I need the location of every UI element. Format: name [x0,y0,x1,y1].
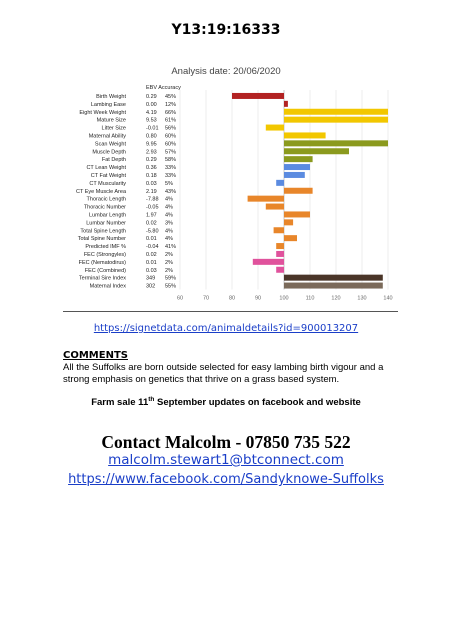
trait-label: Terminal Sire Index [78,275,126,282]
accuracy-value: 57% [165,149,177,156]
accuracy-header: EBV Accuracy [146,85,181,91]
bar [284,156,313,162]
accuracy-value: 33% [165,172,177,179]
trait-label: Total Spine Length [80,228,126,235]
accuracy-value: 4% [165,204,173,211]
contact-line: Contact Malcolm - 07850 735 522 [101,432,351,452]
x-tick-label: 90 [254,295,262,302]
accuracy-value: 4% [165,236,173,243]
trait-label: Lumbar Length [89,212,126,219]
bar [284,109,388,115]
bar [284,211,310,217]
bar [284,235,297,241]
ebv-value: 349 [146,275,156,282]
accuracy-value: 2% [165,267,173,274]
ebv-value: 0.00 [146,101,157,108]
bar [284,148,349,154]
x-tick-label: 60 [176,295,184,302]
ebv-value: 302 [146,283,156,290]
ebv-value: 0.02 [146,251,157,258]
ebv-value: -0.05 [146,204,159,211]
farm-sale-note [0,396,452,408]
trait-label: FEC (Combined) [84,267,126,274]
bar [284,172,305,178]
ebv-value: 0.29 [146,157,157,164]
accuracy-value: 60% [165,141,177,148]
ebv-value: -5.80 [146,228,159,235]
accuracy-value: 55% [165,283,177,290]
accuracy-value: 2% [165,259,173,266]
ebv-value: 9.95 [146,141,157,148]
accuracy-value: 4% [165,212,173,219]
x-tick-label: 130 [357,295,367,302]
ebv-value: 0.29 [146,93,157,100]
bar [284,164,310,170]
trait-label: Total Spine Number [77,236,126,243]
bar [276,251,284,257]
ebv-value: 0.01 [146,236,157,243]
x-tick-label: 120 [331,295,341,302]
farm-sale-post: September updates on facebook and website [154,397,361,409]
trait-label: Birth Weight [96,93,126,100]
ebv-value: 1.97 [146,212,157,219]
ebv-value: 0.03 [146,267,157,274]
accuracy-value: 41% [165,244,177,251]
trait-label: Muscle Depth [92,149,126,156]
accuracy-value: 43% [165,188,177,195]
trait-label: Predicted IMF % [85,244,126,251]
trait-label: Litter Size [101,125,126,132]
accuracy-value: 5% [165,180,173,187]
ebv-value: 4.19 [146,109,157,116]
x-tick-label: 110 [305,295,315,302]
ebv-value: 0.18 [146,172,157,179]
bar [284,132,326,138]
bar [232,93,284,99]
accuracy-value: 61% [165,117,177,124]
ebv-value: -7.88 [146,196,159,203]
x-tick-label: 80 [228,295,236,302]
trait-label: Thoracic Number [83,204,126,211]
trait-label: Fat Depth [101,157,126,164]
bar [284,219,293,225]
bar [284,188,313,194]
ebv-value: -0.01 [146,125,159,132]
bar [284,117,388,123]
trait-label: Mature Size [96,117,126,124]
bar [266,204,284,210]
bar [284,140,388,146]
bar [284,101,288,107]
ebv-bar-chart [0,0,452,305]
bar [276,243,284,249]
accuracy-value: 3% [165,220,173,227]
trait-label: Maternal Index [89,283,126,290]
farm-sale-sup: th [148,396,155,403]
signet-link[interactable]: https://signetdata.com/animaldetails?id=900013207 [93,323,359,334]
trait-label: Thoracic Length [86,196,126,203]
bar [274,227,284,233]
trait-label: Maternal Ability [88,133,126,140]
ebv-value: 0.02 [146,220,157,227]
accuracy-value: 58% [165,157,177,164]
chart-title: Analysis date: 20/06/2020 [171,66,281,77]
trait-label: CT Eye Muscle Area [75,188,126,195]
ebv-value: 0.36 [146,165,157,172]
trait-label: FEC (Nematodirus) [78,259,126,266]
facebook-link[interactable]: https://www.facebook.com/Sandyknowe-Suffolks [68,472,384,487]
accuracy-value: 2% [165,251,173,258]
bar [248,196,284,202]
ebv-value: 0.01 [146,259,157,266]
trait-label: Eight Week Weight [79,109,126,116]
comments-heading: COMMENTS [63,350,128,361]
trait-label: CT Fat Weight [90,172,126,179]
accuracy-value: 33% [165,165,177,172]
bar [276,180,284,186]
bar [253,259,284,265]
document-header: Y13:19:16333 [171,22,281,38]
bar [284,275,383,281]
farm-sale-pre: Farm sale 11 [91,397,149,409]
bar [276,267,284,273]
trait-label: Lambing Ease [90,101,126,108]
accuracy-value: 66% [165,109,177,116]
accuracy-value: 4% [165,196,173,203]
ebv-value: 2.19 [146,188,157,195]
x-tick-label: 100 [279,295,289,302]
trait-label: CT Muscularity [89,180,126,187]
ebv-value: -0.04 [146,244,159,251]
accuracy-value: 45% [165,93,177,100]
bar [266,125,284,131]
accuracy-value: 4% [165,228,173,235]
accuracy-value: 59% [165,275,177,282]
trait-label: Scan Weight [94,141,126,148]
trait-label: FEC (Strongyles) [83,251,126,258]
ebv-value: 0.80 [146,133,157,140]
bar [284,283,383,289]
comments-text: All the Suffolks are born outside selected for easy lambing birth vigour and a strong emphasis on genetics that thrive on a grass based system. [63,362,384,385]
accuracy-value: 56% [165,125,177,132]
ebv-value: 9.53 [146,117,157,124]
trait-label: Lumbar Number [86,220,126,227]
accuracy-value: 60% [165,133,177,140]
accuracy-value: 12% [165,101,177,108]
ebv-value: 0.03 [146,180,157,187]
ebv-value: 2.93 [146,149,157,156]
trait-label: CT Lean Weight [86,165,126,172]
x-tick-label: 140 [383,295,393,302]
divider [63,311,398,312]
email-link[interactable]: malcolm.stewart1@btconnect.com [108,452,344,468]
x-tick-label: 70 [202,295,210,302]
